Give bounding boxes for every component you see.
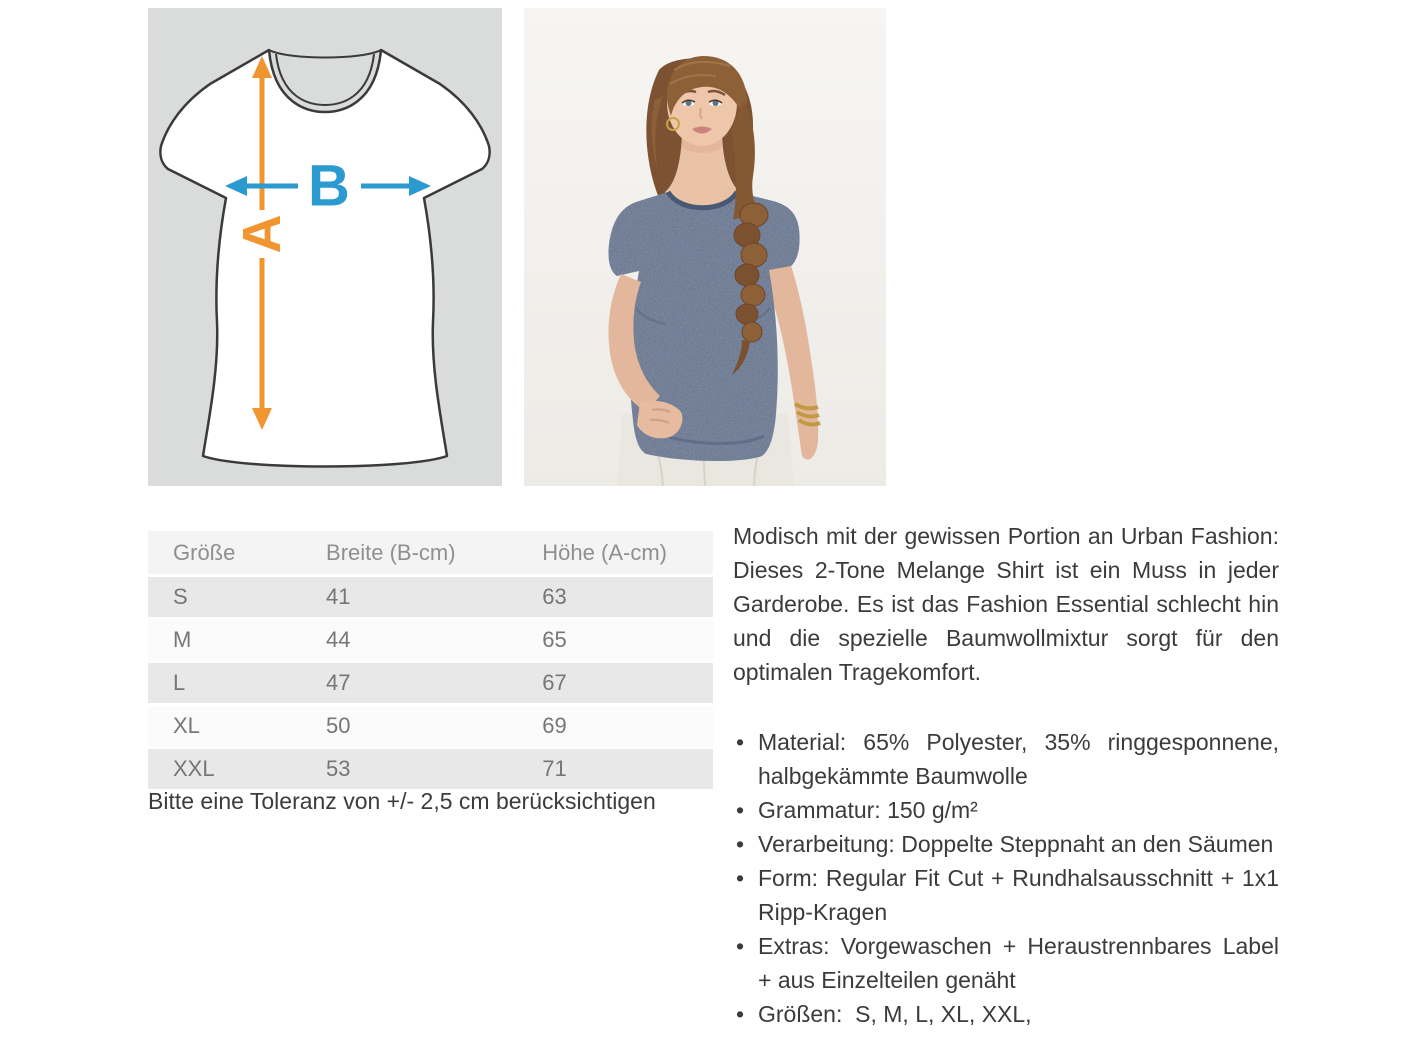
- product-photo: [524, 8, 886, 486]
- feature-item-grammatur: • Grammatur: 150 g/m²: [733, 793, 1279, 827]
- tshirt-schematic: [148, 8, 502, 486]
- diagram-label-a: A: [232, 214, 292, 254]
- feature-item-groessen: • Größen: S, M, L, XL, XXL,: [733, 997, 1279, 1031]
- table-row: M 44 65: [148, 620, 713, 660]
- diagram-label-b: B: [308, 153, 350, 219]
- feature-item-extras: • Extras: Vorgewaschen + Heraustrennbares Label + aus Einzelteilen genäht: [733, 929, 1279, 997]
- table-header-row: [148, 531, 713, 574]
- feature-item-form: • Form: Regular Fit Cut + Rundhalsausschnitt + 1x1 Ripp-Kragen: [733, 861, 1279, 929]
- collar-inner-line: [276, 54, 374, 105]
- tolerance-note: Bitte eine Toleranz von +/- 2,5 cm berücksichtigen: [148, 788, 656, 814]
- tshirt-outline: [160, 50, 489, 467]
- heather-texture: [604, 188, 804, 468]
- table-row: S 41 63: [148, 577, 713, 617]
- product-details: [733, 519, 1279, 1031]
- model-illustration: [524, 8, 886, 486]
- table-row: L 47 67: [148, 663, 713, 703]
- col-header-height: Höhe (A-cm): [541, 531, 713, 574]
- collar-back-line: [269, 50, 381, 58]
- table-row: XXL 53 71: [148, 749, 713, 789]
- col-header-width: Breite (B-cm): [325, 531, 541, 574]
- feature-list: [733, 725, 1279, 1031]
- description-paragraph: Modisch mit der gewissen Portion an Urban Fashion: Dieses 2-Tone Melange Shirt ist ein Muss in jeder Garderobe. Es ist das Fashion Essential schlecht hin und die spezielle Baumwollmixtur sorgt für den optimalen Tragekomfort.: [733, 523, 1279, 685]
- feature-item-verarbeitung: • Verarbeitung: Doppelte Steppnaht an den Säumen: [733, 827, 1279, 861]
- table-row: XL 50 69: [148, 706, 713, 746]
- size-diagram-image: [148, 8, 502, 486]
- col-header-size: Größe: [148, 531, 325, 574]
- feature-item-material: • Material: 65% Polyester, 35% ringgesponnene, halbgekämmte Baumwolle: [733, 725, 1279, 793]
- size-table: [148, 528, 713, 792]
